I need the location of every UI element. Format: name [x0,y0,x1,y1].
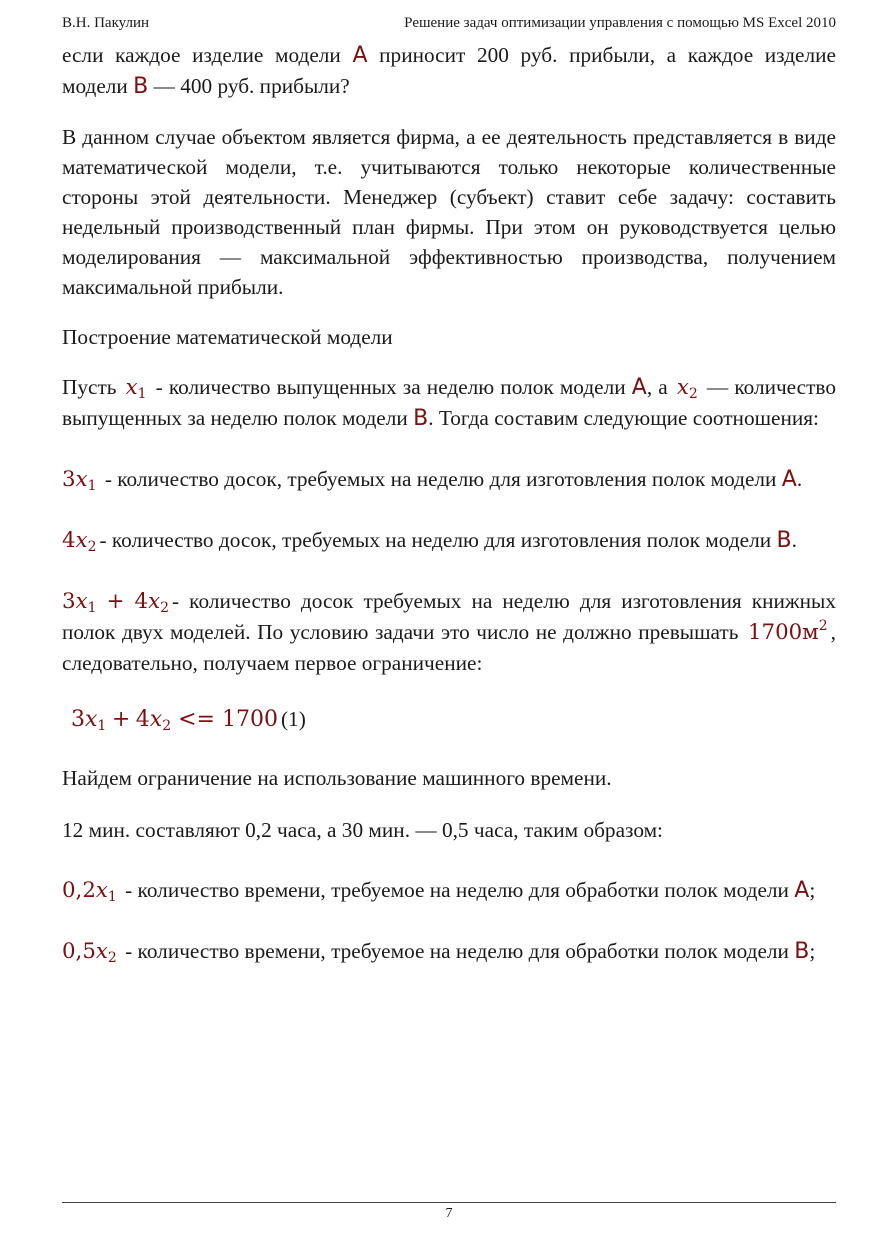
math-sub: 1 [87,600,97,616]
paragraph-conversion: 12 мин. составляют 0,2 часа, а 30 мин. — 0,5 часа, таким образом: [62,818,663,842]
paragraph-machine-time: Найдем ограничение на использование машинного времени. [62,766,612,790]
math-model-b: B [133,74,149,99]
header-author: В.Н. Пакулин [62,15,150,31]
math-coef: 3 [71,707,85,732]
text: — 400 руб. прибыли? [148,74,350,98]
text: ; [809,939,816,963]
footer-divider [62,1202,836,1203]
math-inequality-1 [68,706,281,734]
text: если каждое изделие модели [62,43,353,67]
paragraph-variables [62,372,836,434]
math-coef: 4 [62,528,76,553]
text: - количество времени, требуемое на неделю для обработки полок модели [119,939,795,963]
text: — количество выпущенных за неделю полок модели [62,375,836,430]
math-coef: 0,5 [62,939,96,964]
text: - количество выпущенных за неделю полок модели [149,375,632,399]
math-3x1 [62,467,100,494]
document-page [62,0,836,1241]
text: . [796,467,803,491]
math-model-a: A [794,878,810,903]
math-sub: 1 [87,478,97,494]
math-var: x [149,707,163,732]
math-sub: 1 [97,718,107,734]
paragraph-time-b [62,936,836,967]
math-var: x [676,375,689,400]
math-model-a: A [781,467,797,492]
paragraph-time-a [62,875,836,906]
math-4x2 [62,528,100,555]
math-05x2 [62,939,120,966]
math-model-b: B [413,406,429,431]
text: - количество досок, требуемых на неделю для изготовления полок модели [99,528,777,552]
text: - количество досок требуемых на неделю для изготовления книжных полок двух моделей. По условию задачи это число не должно превышать [62,589,836,644]
equation-number: (1) [280,707,306,731]
math-op: + [111,707,131,732]
math-coef: 4 [134,589,149,614]
page-number: 7 [445,1206,453,1221]
math-op: + [106,589,125,614]
paragraph-boards-b [62,525,836,556]
page-body [62,40,836,967]
math-coef: 4 [135,707,150,732]
math-sub: 2 [107,950,117,966]
text: приносит 200 руб. прибыли, а каждое изделие модели [62,43,836,98]
text: - количество времени, требуемое на неделю для обработки полок модели [119,878,795,902]
constraint-1 [62,704,836,735]
running-header [62,15,836,35]
math-model-b: B [794,939,810,964]
math-var: x [85,707,98,732]
math-x2 [674,375,701,402]
math-02x1 [62,878,120,905]
text: , следовательно, получаем первое ограничение: [62,620,836,675]
text: . [791,528,797,552]
math-var: x [75,467,88,492]
math-var: x [95,878,108,903]
text: Пусть [62,375,123,399]
math-sub: 2 [688,386,698,402]
math-coef: 3 [62,467,76,492]
paragraph-firm-description: В данном случае объектом является фирма, а ее деятельность представляется в виде математической модели, т.е. учитываются только некоторые количественные стороны этой деятельности. Менеджер (субъект) ставит себе задачу: составить недельный производственный план фирмы. При этом он руководствуется целью моделирования — максимальной эффективностью производства, получением максимальной прибыли. [62,125,836,299]
paragraph-boards-a [62,464,836,495]
text: . Тогда составим следующие соотношения: [428,406,819,430]
text: - количество досок, требуемых на неделю для изготовления полок модели [99,467,782,491]
math-var: x [148,589,161,614]
paragraph-profit-question [62,40,836,102]
math-sub: 1 [107,889,117,905]
math-coef: 0,2 [62,878,96,903]
math-x1 [123,375,150,402]
math-model-b: B [776,528,792,553]
text: , а [646,375,674,399]
section-heading-model: Построение математической модели [62,325,393,349]
math-value: 1700м [747,620,819,645]
math-var: x [95,939,108,964]
math-3x1-plus-4x2 [62,589,172,616]
math-model-a: A [631,375,647,400]
math-var: x [125,375,138,400]
math-coef: 3 [62,589,76,614]
paragraph-boards-total [62,586,836,678]
math-sub: 1 [137,386,147,402]
math-area [745,620,831,644]
math-sub: 2 [87,539,97,555]
math-op: <= 1700 [171,707,278,732]
math-sup: 2 [818,618,828,634]
math-sub: 2 [160,600,170,616]
header-title: Решение задач оптимизации управления с помощью MS Excel 2010 [404,15,836,31]
math-var: x [75,589,88,614]
text: ; [809,878,816,902]
math-sub: 2 [162,718,172,734]
math-model-a: A [352,43,368,68]
math-var: x [75,528,88,553]
